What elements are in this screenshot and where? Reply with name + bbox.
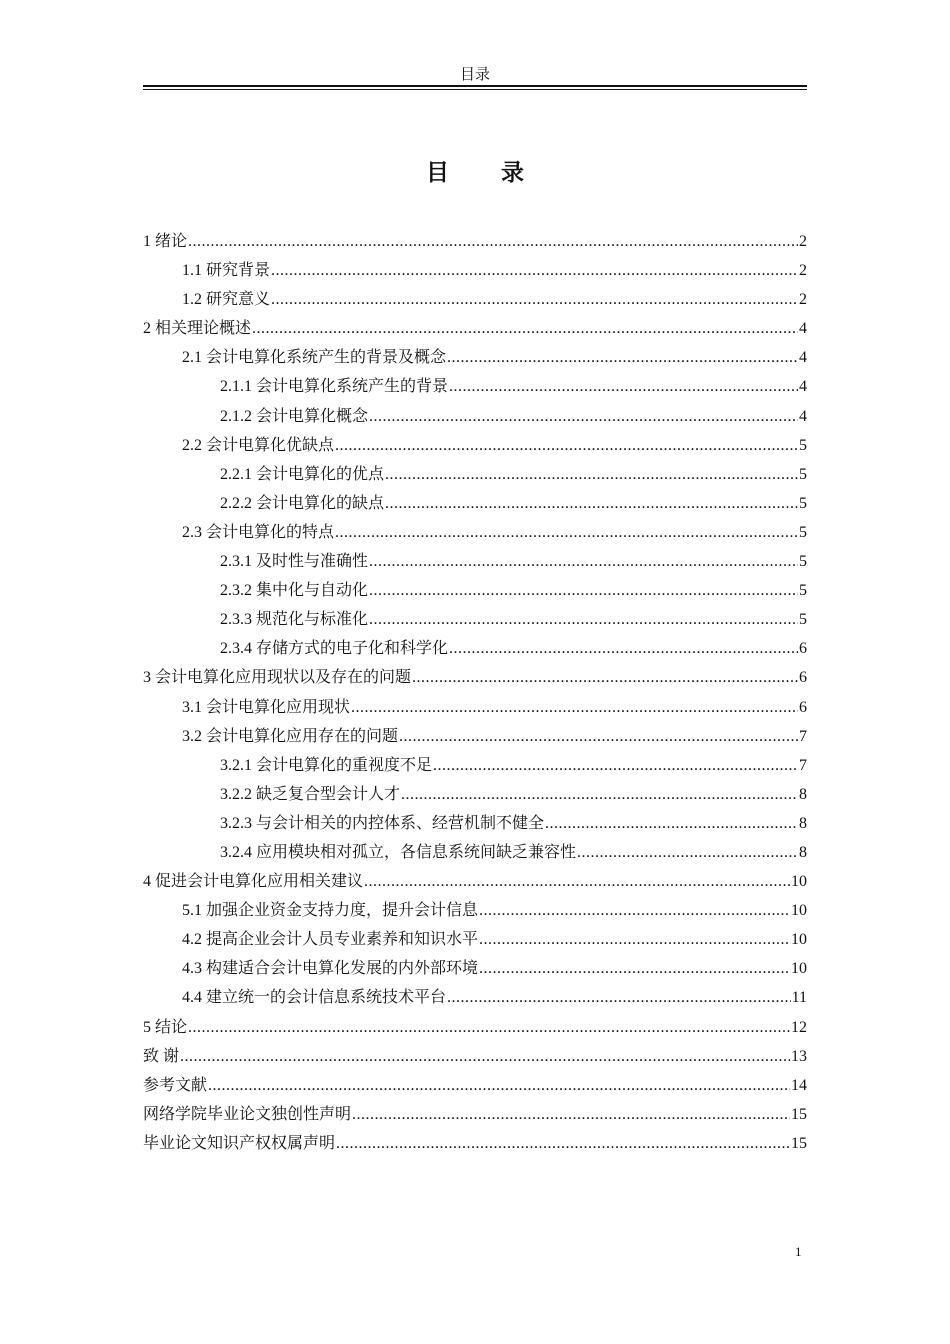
- toc-entry-label: 2.3.4 存储方式的电子化和科学化: [220, 640, 449, 658]
- toc-entry-page: 10: [791, 873, 807, 891]
- toc-entry-label: 2.3.1 及时性与准确性: [220, 553, 369, 571]
- header-rule-thick: [143, 85, 807, 87]
- toc-leader-dots: [479, 954, 790, 983]
- toc-entry[interactable]: [143, 1071, 807, 1100]
- toc-entry-page: 6: [799, 640, 807, 658]
- toc-entry-page: 5: [799, 523, 807, 541]
- toc-leader-dots: [447, 343, 798, 372]
- toc-leader-dots: [369, 547, 798, 576]
- toc-entry[interactable]: [143, 983, 807, 1012]
- toc-entry-label: 3.1 会计电算化应用现状: [182, 698, 351, 716]
- toc-entry[interactable]: [143, 343, 807, 372]
- toc-entry[interactable]: [143, 1042, 807, 1071]
- toc-entry-label: 参考文献: [143, 1076, 208, 1094]
- toc-entry-label: 1.1 研究背景: [182, 262, 271, 280]
- toc-leader-dots: [385, 460, 798, 489]
- toc-leader-dots: [479, 925, 790, 954]
- toc-leader-dots: [271, 285, 798, 314]
- toc-entry-page: 10: [791, 902, 807, 920]
- toc-entry[interactable]: [143, 314, 807, 343]
- toc-entry-label: 2.3 会计电算化的特点: [182, 523, 335, 541]
- toc-leader-dots: [352, 1100, 790, 1129]
- toc-leader-dots: [335, 518, 798, 547]
- toc-entry[interactable]: [143, 838, 807, 867]
- toc-entry[interactable]: [143, 431, 807, 460]
- toc-entry-label: 3.2.1 会计电算化的重视度不足: [220, 756, 433, 774]
- toc-entry-page: 4: [799, 320, 807, 338]
- toc-entry[interactable]: [143, 751, 807, 780]
- toc-entry-page: 8: [799, 843, 807, 861]
- toc-entry-page: 13: [791, 1047, 807, 1065]
- toc-entry-label: 致 谢: [143, 1047, 180, 1065]
- toc-entry[interactable]: [143, 809, 807, 838]
- running-header: 目录: [459, 67, 490, 83]
- toc-leader-dots: [369, 402, 798, 431]
- toc-leader-dots: [188, 1013, 790, 1042]
- toc-entry-label: 2.2.2 会计电算化的缺点: [220, 494, 385, 512]
- toc-leader-dots: [385, 489, 798, 518]
- toc-entry[interactable]: [143, 372, 807, 401]
- toc-leader-dots: [433, 751, 798, 780]
- toc-entry-page: 10: [791, 931, 807, 949]
- toc-entry-label: 5 结论: [143, 1018, 188, 1036]
- toc-entry-page: 2: [799, 262, 807, 280]
- toc-entry-page: 5: [799, 465, 807, 483]
- toc-entry[interactable]: [143, 460, 807, 489]
- toc-entry-page: 7: [799, 727, 807, 745]
- toc-entry-page: 4: [799, 378, 807, 396]
- toc-entry-label: 4.3 构建适合会计电算化发展的内外部环境: [182, 960, 479, 978]
- toc-leader-dots: [479, 896, 790, 925]
- toc-entry-label: 3.2 会计电算化应用存在的问题: [182, 727, 399, 745]
- toc-entry-label: 3 会计电算化应用现状以及存在的问题: [143, 669, 412, 687]
- toc-leader-dots: [545, 809, 798, 838]
- toc-entry[interactable]: [143, 518, 807, 547]
- toc-leader-dots: [447, 983, 791, 1012]
- toc-entry[interactable]: [143, 402, 807, 431]
- toc-leader-dots: [577, 838, 798, 867]
- toc-entry-page: 4: [799, 407, 807, 425]
- toc-entry-label: 2.2 会计电算化优缺点: [182, 436, 335, 454]
- toc-entry-page: 5: [799, 582, 807, 600]
- toc-leader-dots: [335, 431, 798, 460]
- toc-leader-dots: [188, 227, 798, 256]
- toc-leader-dots: [364, 867, 790, 896]
- toc-entry[interactable]: [143, 547, 807, 576]
- header-rule-thin: [143, 89, 807, 90]
- toc-leader-dots: [369, 605, 798, 634]
- toc-entry-label: 4.2 提高企业会计人员专业素养和知识水平: [182, 931, 479, 949]
- toc-entry-label: 2 相关理论概述: [143, 320, 252, 338]
- toc-entry[interactable]: [143, 663, 807, 692]
- toc-entry[interactable]: [143, 1129, 807, 1158]
- toc-entry-page: 5: [799, 553, 807, 571]
- toc-entry-page: 8: [799, 814, 807, 832]
- toc-entry[interactable]: [143, 227, 807, 256]
- toc-leader-dots: [399, 722, 798, 751]
- toc-entry-page: 2: [799, 233, 807, 250]
- toc-leader-dots: [252, 314, 798, 343]
- toc-entry-page: 11: [791, 989, 807, 1007]
- toc-entry-label: 2.3.3 规范化与标准化: [220, 611, 369, 629]
- toc-leader-dots: [336, 1129, 790, 1158]
- toc-entry[interactable]: [143, 780, 807, 809]
- toc-entry[interactable]: [143, 605, 807, 634]
- toc-entry[interactable]: [143, 693, 807, 722]
- toc-entry[interactable]: [143, 1100, 807, 1129]
- toc-entry-page: 14: [791, 1076, 807, 1094]
- toc-leader-dots: [369, 576, 798, 605]
- toc-entry-page: 5: [799, 436, 807, 454]
- toc-entry-page: 5: [799, 611, 807, 629]
- toc-entry-label: 3.2.2 缺乏复合型会计人才: [220, 785, 401, 803]
- toc-entry[interactable]: [143, 489, 807, 518]
- toc-entry-label: 2.2.1 会计电算化的优点: [220, 465, 385, 483]
- toc-leader-dots: [208, 1071, 790, 1100]
- toc-entry[interactable]: [143, 285, 807, 314]
- toc-entry-page: 7: [799, 756, 807, 774]
- toc-leader-dots: [449, 634, 798, 663]
- toc-entry-label: 2.1 会计电算化系统产生的背景及概念: [182, 349, 447, 367]
- table-of-contents: [143, 227, 807, 1158]
- toc-entry-label: 2.1.2 会计电算化概念: [220, 407, 369, 425]
- toc-entry-label: 4.4 建立统一的会计信息系统技术平台: [182, 989, 447, 1007]
- toc-entry-label: 3.2.4 应用模块相对孤立，各信息系统间缺乏兼容性: [220, 843, 577, 861]
- toc-entry-page: 15: [791, 1134, 807, 1152]
- toc-entry-page: 10: [791, 960, 807, 978]
- page-number: 1: [795, 1244, 802, 1259]
- toc-entry-label: 3.2.3 与会计相关的内控体系、经营机制不健全: [220, 814, 545, 832]
- toc-entry[interactable]: [143, 1013, 807, 1042]
- toc-leader-dots: [180, 1042, 790, 1071]
- toc-entry-page: 12: [791, 1018, 807, 1036]
- toc-entry[interactable]: [143, 954, 807, 983]
- toc-leader-dots: [271, 256, 798, 285]
- toc-entry-label: 5.1 加强企业资金支持力度，提升会计信息: [182, 902, 479, 920]
- toc-entry-label: 1.2 研究意义: [182, 291, 271, 309]
- toc-leader-dots: [412, 663, 798, 692]
- toc-entry[interactable]: [143, 867, 807, 896]
- toc-entry-page: 2: [799, 291, 807, 309]
- toc-entry[interactable]: [143, 925, 807, 954]
- toc-entry[interactable]: [143, 896, 807, 925]
- toc-entry-page: 6: [799, 698, 807, 716]
- toc-entry-page: 15: [791, 1105, 807, 1123]
- toc-entry[interactable]: [143, 256, 807, 285]
- toc-entry-label: 1 绪论: [143, 233, 188, 250]
- toc-entry-label: 网络学院毕业论文独创性声明: [143, 1105, 352, 1123]
- toc-leader-dots: [401, 780, 798, 809]
- toc-entry[interactable]: [143, 634, 807, 663]
- toc-entry-page: 6: [799, 669, 807, 687]
- toc-entry-page: 5: [799, 494, 807, 512]
- toc-entry-page: 8: [799, 785, 807, 803]
- toc-title: 目 录: [425, 160, 546, 186]
- toc-entry-label: 毕业论文知识产权权属声明: [143, 1134, 336, 1152]
- toc-entry-page: 4: [799, 349, 807, 367]
- toc-entry-label: 2.1.1 会计电算化系统产生的背景: [220, 378, 449, 396]
- toc-leader-dots: [351, 693, 798, 722]
- toc-entry[interactable]: [143, 722, 807, 751]
- toc-entry-label: 2.3.2 集中化与自动化: [220, 582, 369, 600]
- toc-entry[interactable]: [143, 576, 807, 605]
- toc-leader-dots: [449, 372, 798, 401]
- toc-entry-label: 4 促进会计电算化应用相关建议: [143, 873, 364, 891]
